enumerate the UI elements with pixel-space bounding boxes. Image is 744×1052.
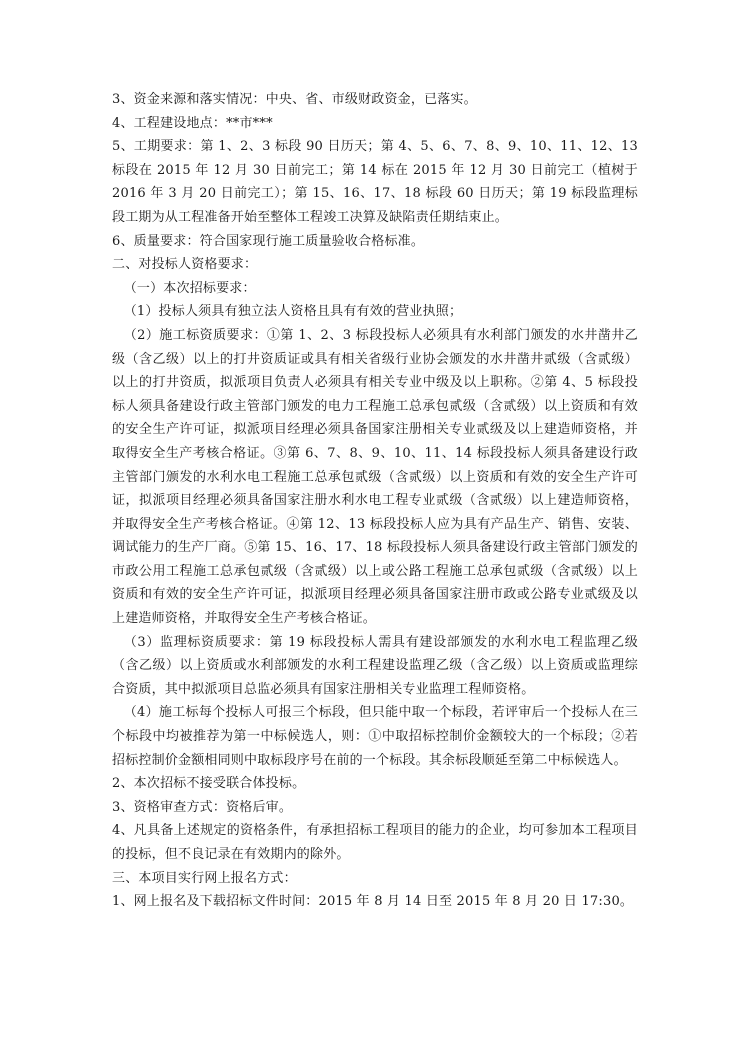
- subheading-bid-requirements: （一）本次招标要求：: [123, 280, 256, 296]
- paragraph-legal-entity: （1）投标人须具有独立法人资格且具有有效的营业执照；: [123, 304, 463, 320]
- paragraph-qualification-review: 3、资格审查方式：资格后审。: [112, 799, 293, 815]
- document-body: [112, 88, 638, 914]
- paragraph-schedule-requirements: 5、工期要求：第 1、2、3 标段 90 日历天；第 4、5、6、7、8、9、10、11、12、13 标段在 2015 年 12 月 30 日前完工；第 14 标在 2015 年 12 月 30 日前完工（植树于 2016 年 3 月 20 日前完工）；第 15、16、17、18 标段 60 日历天；第 19 标段监理标段工期为从工程准备开始至整体工程竣工决算及缺陷责任期结束止。: [112, 139, 638, 225]
- paragraph-construction-site: 4、工程建设地点：**市***: [112, 115, 273, 131]
- paragraph-bid-section-limits: （4）施工标每个投标人可报三个标段，但只能中取一个标段，若评审后一个投标人在三个标段中均被推荐为第一中标候选人，则：①中取招标控制价金额较大的一个标段；②若招标控制价金额相同则中取标段序号在前的一个标段。其余标段顺延至第二中标候选人。: [112, 705, 638, 768]
- paragraph-construction-qualification: （2）施工标资质要求：①第 1、2、3 标段投标人必须具有水利部门颁发的水井凿井乙级（含乙级）以上的打井资质证或具有相关省级行业协会颁发的水井凿井贰级（含贰级）以上的打井资质，拟派项目负责人必须具有相关专业中级及以上职称。②第 4、5 标段投标人须具备建设行政主管部门颁发的电力工程施工总承包贰级（含贰级）以上资质和有效的安全生产许可证，拟派项目经理必须具备国家注册相关专业贰级及以上建造师资格，并取得安全生产考核合格证。③第 6、7、8、9、10、11、14 标段投标人须具备建设行政主管部门颁发的水利水电工程施工总承包贰级（含贰级）以上资质和有效的安全生产许可证，拟派项目经理必须具备国家注册水利水电工程专业贰级（含贰级）以上建造师资格，并取得安全生产考核合格证。④第 12、13 标段投标人应为具有产品生产、销售、安装、调试能力的生产厂商。⑤第 15、16、17、18 标段投标人须具备建设行政主管部门颁发的市政公用工程施工总承包贰级（含贰级）以上或公路工程施工总承包贰级（含贰级）以上资质和有效的安全生产许可证，拟派项目经理必须具备国家注册市政或公路专业贰级及以上建造师资格，并取得安全生产考核合格证。: [112, 327, 638, 627]
- section-heading-online-registration: 三、本项目实行网上报名方式：: [112, 870, 297, 886]
- paragraph-funding-source: 3、资金来源和落实情况：中央、省、市级财政资金，已落实。: [112, 92, 477, 107]
- paragraph-quality-requirements: 6、质量要求：符合国家现行施工质量验收合格标准。: [112, 233, 425, 249]
- paragraph-registration-time: 1、网上报名及下载招标文件时间：2015 年 8 月 14 日至 2015 年 8 月 20 日 17:30。: [112, 894, 634, 910]
- paragraph-no-joint-bid: 2、本次招标不接受联合体投标。: [112, 776, 306, 792]
- section-heading-bidder-qualification: 二、对投标人资格要求：: [112, 257, 258, 273]
- paragraph-supervision-qualification: （3）监理标资质要求：第 19 标段投标人需具有建设部颁发的水利水电工程监理乙级（含乙级）以上资质或水利部颁发的水利工程建设监理乙级（含乙级）以上资质或监理综合资质，其中拟派项目总监必须具有国家注册相关专业监理工程师资格。: [112, 634, 638, 697]
- paragraph-eligibility: 4、凡具备上述规定的资格条件，有承担招标工程项目的能力的企业，均可参加本工程项目的投标，但不良记录在有效期内的除外。: [112, 823, 638, 862]
